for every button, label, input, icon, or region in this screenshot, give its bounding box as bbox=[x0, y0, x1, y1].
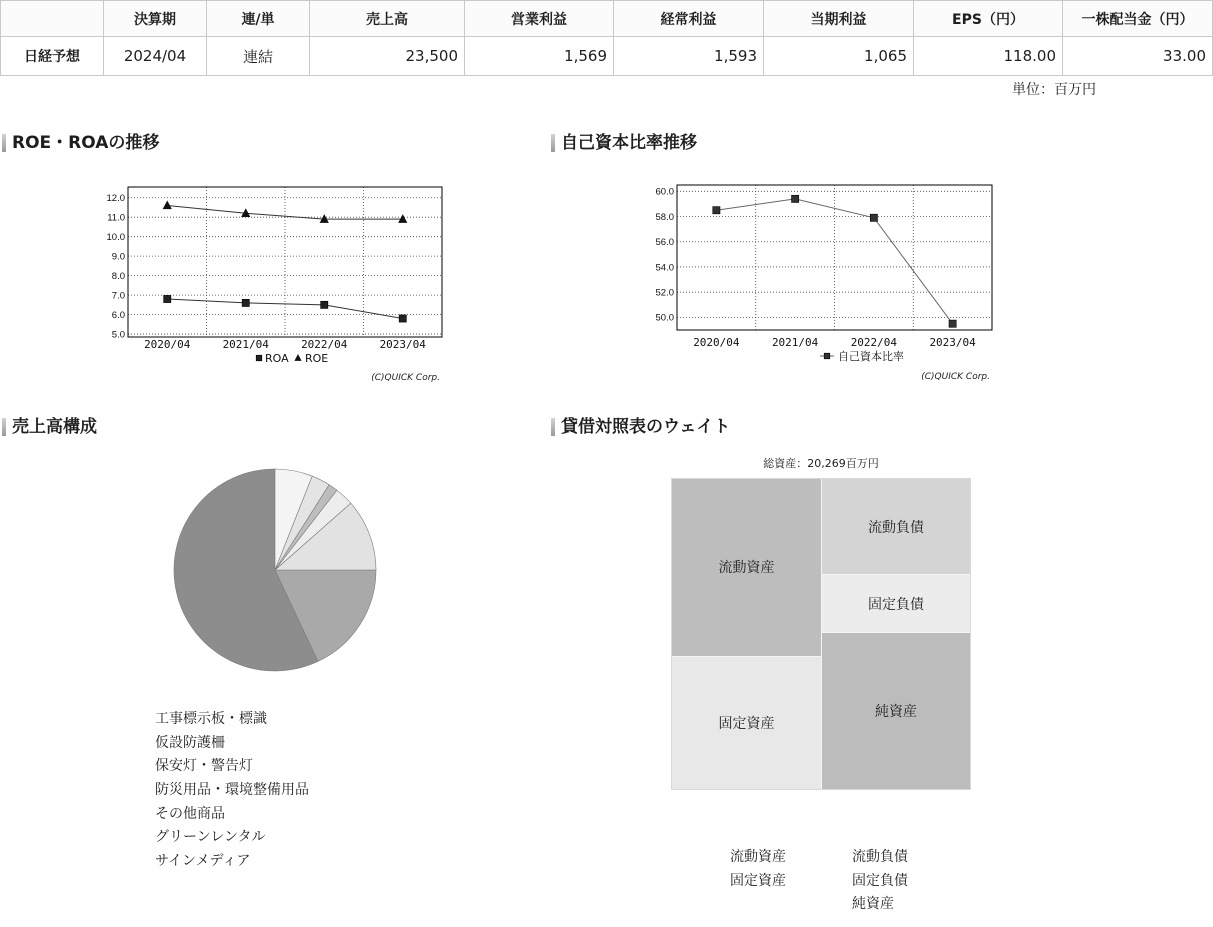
y-tick-label: 58.0 bbox=[655, 211, 674, 223]
header-fiscal-period: 決算期 bbox=[104, 1, 207, 37]
header-dividend: 一株配当金（円） bbox=[1063, 1, 1213, 37]
section-title: 貸借対照表のウェイト bbox=[561, 417, 731, 437]
balance-sheet-legend-assets bbox=[730, 846, 786, 893]
table-header-row bbox=[1, 1, 1213, 37]
y-tick-label: 50.0 bbox=[655, 312, 674, 324]
roa-data-point bbox=[321, 301, 328, 308]
y-tick-label: 6.0 bbox=[111, 309, 125, 321]
legend-item: 純資産 bbox=[852, 896, 894, 912]
roa-data-point bbox=[164, 295, 171, 302]
roe-legend-label: ROE bbox=[305, 352, 329, 365]
operating-income-cell: 1,569 bbox=[465, 37, 614, 76]
equity-ratio-legend-marker bbox=[824, 353, 830, 359]
chart-credit: (C)QUICK Corp. bbox=[921, 372, 990, 382]
roe-roa-line-chart bbox=[90, 180, 460, 390]
net-assets-block bbox=[822, 633, 970, 789]
roa-data-point bbox=[399, 315, 406, 322]
roe-data-point bbox=[398, 214, 407, 223]
header-net-sales: 売上高 bbox=[310, 1, 465, 37]
section-title: 売上高構成 bbox=[12, 417, 97, 437]
y-tick-label: 5.0 bbox=[111, 329, 125, 341]
x-tick-label: 2021/04 bbox=[771, 336, 819, 349]
legend-item: グリーンレンタル bbox=[155, 829, 266, 846]
fixed-liabilities-block bbox=[822, 575, 970, 633]
roe-legend-marker bbox=[294, 354, 301, 361]
y-tick-label: 56.0 bbox=[655, 237, 674, 249]
roa-legend-label: ROA bbox=[265, 352, 289, 365]
header-operating-income: 営業利益 bbox=[465, 1, 614, 37]
y-tick-label: 7.0 bbox=[111, 290, 125, 302]
net-sales-cell: 23,500 bbox=[310, 37, 465, 76]
x-tick-label: 2023/04 bbox=[929, 336, 976, 349]
legend-item: 流動資産 bbox=[730, 849, 786, 865]
balance-sheet-legend-liabilities bbox=[852, 846, 908, 917]
unit-note: 単位：百万円 bbox=[1012, 82, 1096, 98]
equity-ratio-series-line bbox=[716, 199, 952, 324]
net-assets-label: 純資産 bbox=[875, 704, 917, 721]
current-assets-label: 流動資産 bbox=[718, 560, 775, 577]
y-tick-label: 10.0 bbox=[106, 231, 125, 243]
sales-composition-pie-chart bbox=[160, 455, 390, 685]
header-net-income: 当期利益 bbox=[764, 1, 914, 37]
equity-ratio-data-point bbox=[792, 195, 799, 202]
table-row bbox=[1, 37, 1213, 76]
current-liabilities-block bbox=[822, 479, 970, 575]
fixed-assets-label: 固定資産 bbox=[718, 715, 775, 732]
legend-item: 保安灯・警告灯 bbox=[155, 758, 253, 775]
section-title: 自己資本比率推移 bbox=[561, 133, 697, 153]
row-label: 日経予想 bbox=[1, 37, 104, 76]
net-income-cell: 1,065 bbox=[764, 37, 914, 76]
roa-data-point bbox=[242, 299, 249, 306]
balance-sheet-chart bbox=[671, 478, 971, 790]
header-blank-cell bbox=[1, 1, 104, 37]
current-liabilities-label: 流動負債 bbox=[868, 519, 924, 536]
roa-legend-marker bbox=[256, 355, 262, 361]
section-heading-sales-composition bbox=[2, 416, 97, 438]
dividend-cell: 33.00 bbox=[1063, 37, 1213, 76]
fixed-liabilities-label: 固定負債 bbox=[868, 596, 924, 613]
header-ordinary-income: 経常利益 bbox=[614, 1, 764, 37]
forecast-table bbox=[0, 0, 1213, 76]
roe-data-point bbox=[163, 200, 172, 209]
equity-ratio-data-point bbox=[949, 320, 956, 327]
equity-ratio-line-chart bbox=[640, 178, 1010, 388]
pie-legend bbox=[155, 708, 309, 874]
legend-item: 固定資産 bbox=[730, 872, 786, 889]
equity-ratio-data-point bbox=[713, 207, 720, 214]
section-marker bbox=[2, 418, 6, 436]
section-heading-equity-ratio bbox=[551, 132, 697, 154]
y-tick-label: 54.0 bbox=[655, 262, 674, 274]
current-assets-block bbox=[672, 479, 821, 657]
x-tick-label: 2021/04 bbox=[222, 338, 269, 351]
equity-ratio-legend-label: 自己資本比率 bbox=[838, 350, 904, 363]
liabilities-equity-column bbox=[822, 479, 970, 789]
y-tick-label: 12.0 bbox=[106, 193, 125, 205]
section-title: ROE・ROAの推移 bbox=[12, 133, 160, 153]
y-tick-label: 11.0 bbox=[107, 212, 125, 224]
x-tick-label: 2020/04 bbox=[144, 338, 191, 351]
section-marker bbox=[2, 134, 6, 152]
total-assets-label: 総資産：20,269百万円 bbox=[763, 457, 879, 470]
section-heading-roe-roa bbox=[2, 132, 159, 154]
legend-item: 工事標示板・標識 bbox=[155, 711, 267, 727]
y-tick-label: 9.0 bbox=[111, 251, 125, 263]
header-eps: EPS（円） bbox=[914, 1, 1063, 37]
chart-credit: (C)QUICK Corp. bbox=[371, 373, 440, 383]
ordinary-income-cell: 1,593 bbox=[614, 37, 764, 76]
header-consolidated: 連/単 bbox=[207, 1, 310, 37]
forecast-table-head bbox=[1, 1, 1213, 37]
equity-ratio-data-point bbox=[870, 214, 877, 221]
section-marker bbox=[551, 134, 555, 152]
legend-item: サインメディア bbox=[155, 853, 251, 870]
section-heading-balance-sheet bbox=[551, 416, 730, 438]
legend-item: その他商品 bbox=[155, 805, 225, 822]
y-tick-label: 52.0 bbox=[655, 287, 674, 299]
assets-column bbox=[672, 479, 822, 789]
x-tick-label: 2020/04 bbox=[693, 336, 740, 349]
x-tick-label: 2022/04 bbox=[301, 338, 348, 351]
x-tick-label: 2022/04 bbox=[850, 336, 898, 349]
legend-item: 流動負債 bbox=[852, 849, 908, 865]
forecast-table-body bbox=[1, 37, 1213, 76]
y-tick-label: 60.0 bbox=[655, 186, 674, 198]
fiscal-period-cell: 2024/04 bbox=[104, 37, 207, 76]
eps-cell: 118.00 bbox=[914, 37, 1063, 76]
x-tick-label: 2023/04 bbox=[379, 338, 426, 351]
legend-item: 仮設防護柵 bbox=[155, 734, 225, 751]
fixed-assets-block bbox=[672, 657, 821, 789]
legend-item: 固定負債 bbox=[852, 872, 908, 889]
legend-item: 防災用品・環境整備用品 bbox=[155, 782, 309, 799]
section-marker bbox=[551, 418, 555, 436]
consolidated-cell: 連結 bbox=[207, 37, 310, 76]
y-tick-label: 8.0 bbox=[111, 270, 125, 282]
